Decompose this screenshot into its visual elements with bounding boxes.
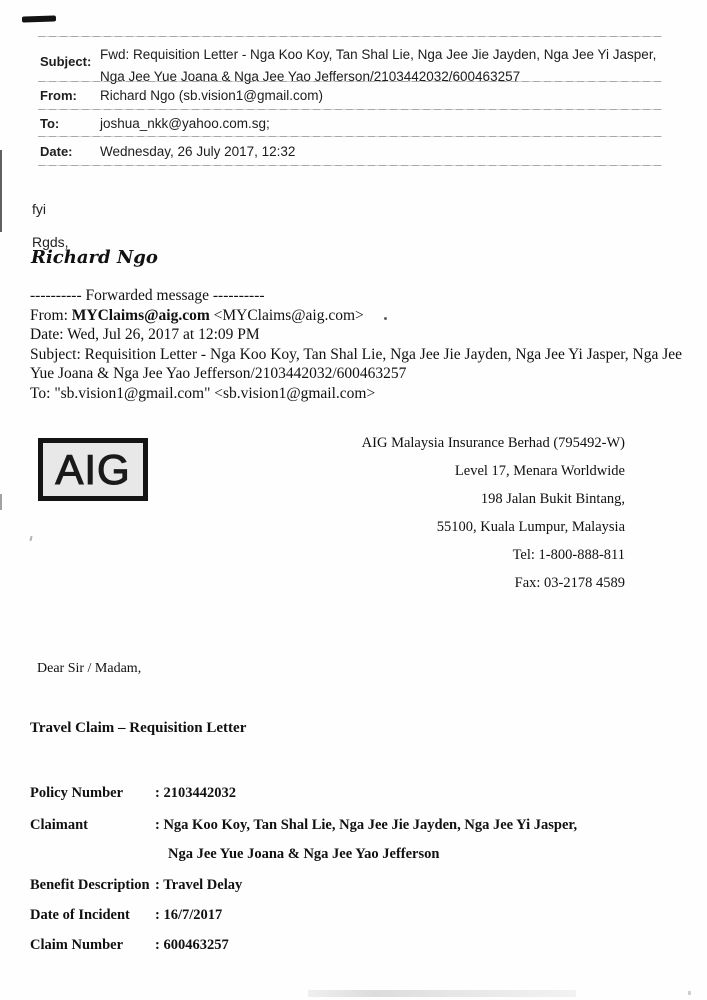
- forwarded-subject-line: Subject: Requisition Letter - Nga Koo Koy, Tan Shal Lie, Nga Jee Jie Jayden, Nga Jee Yi Jasper, Nga Jee Yue Joana & Nga Jee Yao Jefferson/2103442032/600463257: [30, 345, 682, 382]
- from-value: Richard Ngo (sb.vision1@gmail.com): [100, 88, 324, 103]
- scan-speck: [688, 991, 691, 995]
- fyi-text: fyi: [32, 201, 46, 217]
- date-of-incident-label: Date of Incident: [30, 907, 130, 923]
- left-edge-scan-line: [0, 150, 2, 232]
- header-divider: [38, 136, 662, 137]
- address-line: Fax: 03-2178 4589: [514, 575, 625, 591]
- address-line: 55100, Kuala Lumpur, Malaysia: [436, 519, 625, 535]
- forwarded-from-address-bracketed: <MYClaims@aig.com>: [213, 306, 364, 324]
- address-line: Tel: 1-800-888-811: [512, 547, 625, 563]
- left-edge-scan-tick: [0, 494, 2, 510]
- date-label: Date:: [40, 144, 73, 159]
- letter-title: Travel Claim – Requisition Letter: [30, 720, 247, 736]
- salutation: Dear Sir / Madam,: [37, 661, 142, 676]
- forwarded-to-line: To: "sb.vision1@gmail.com" <sb.vision1@gmail.com>: [30, 384, 376, 402]
- subject-value: Fwd: Requisition Letter - Nga Koo Koy, Tan Shal Lie, Nga Jee Jie Jayden, Nga Jee Yi Jasper, Nga Jee Yue Joana & Nga Jee Yao Jefferson/2103442032/600463257: [100, 47, 657, 84]
- header-divider: [38, 109, 662, 110]
- header-divider: [38, 36, 662, 37]
- claim-number-label: Claim Number: [30, 937, 124, 953]
- sender-name: Richard Ngo: [31, 247, 158, 268]
- company-address-block: [362, 436, 625, 604]
- claim-number-value: : 600463257: [155, 937, 229, 953]
- scan-speck: [29, 536, 32, 541]
- benefit-description-label: Benefit Description: [30, 877, 150, 893]
- aig-logo-text: AIG: [55, 445, 131, 493]
- subject-label: Subject:: [40, 54, 92, 69]
- to-label: To:: [40, 116, 60, 131]
- to-value: joshua_nkk@yahoo.com.sg;: [100, 116, 270, 131]
- policy-number-label: Policy Number: [30, 785, 124, 801]
- forwarded-divider: ---------- Forwarded message ----------: [30, 287, 265, 304]
- aig-logo: [38, 438, 148, 501]
- from-label: From:: [40, 88, 77, 103]
- date-value: Wednesday, 26 July 2017, 12:32: [100, 144, 296, 159]
- forwarded-from-address: MYClaims@aig.com: [71, 306, 210, 324]
- benefit-description-value: : Travel Delay: [155, 877, 243, 893]
- forwarded-from-line: [30, 306, 682, 326]
- claimant-value: : Nga Koo Koy, Tan Shal Lie, Nga Jee Jie Jayden, Nga Jee Yi Jasper,: [155, 817, 578, 833]
- toner-dash-mark: [22, 15, 56, 22]
- forwarded-message-block: [30, 286, 682, 403]
- header-divider: [38, 165, 662, 166]
- forwarded-date-line: Date: Wed, Jul 26, 2017 at 12:09 PM: [30, 326, 260, 343]
- address-line: 198 Jalan Bukit Bintang,: [480, 491, 625, 507]
- date-of-incident-value: : 16/7/2017: [155, 907, 223, 923]
- scanner-edge-strip: [308, 990, 576, 997]
- forwarded-from-label: From:: [30, 306, 68, 324]
- claimant-value-continuation: Nga Jee Yue Joana & Nga Jee Yao Jefferson: [168, 846, 440, 862]
- address-line: AIG Malaysia Insurance Berhad (795492-W): [361, 435, 625, 451]
- claimant-label: Claimant: [30, 817, 88, 833]
- regards-text: Rgds,: [32, 234, 69, 250]
- policy-number-value: : 2103442032: [155, 785, 236, 801]
- address-line: Level 17, Menara Worldwide: [454, 463, 625, 479]
